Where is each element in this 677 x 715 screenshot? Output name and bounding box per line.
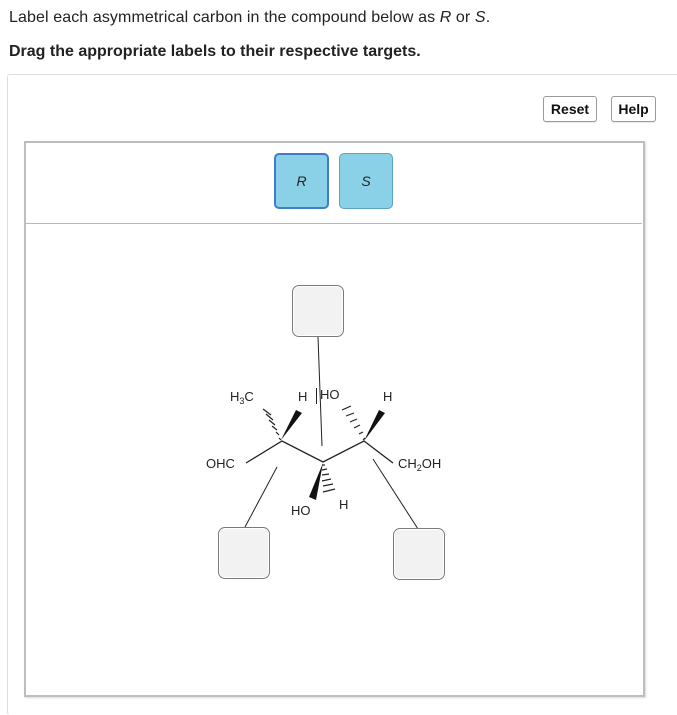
leader-line-left [245, 467, 277, 527]
question-prefix: Label each asymmetrical carbon in the compound below as [9, 9, 440, 26]
help-button[interactable]: Help [611, 96, 656, 122]
label-h3c: $H_3C$ [230, 389, 254, 406]
reset-button[interactable]: Reset [543, 96, 597, 122]
label-ch2oh: $CH_2OH$ [398, 456, 442, 473]
question-suffix: . [485, 9, 491, 26]
label-chip-r[interactable]: R [274, 153, 329, 209]
backbone-bond [246, 441, 393, 463]
hashed-bond-c2-h [322, 465, 335, 492]
wedge-bond-c1-h [281, 410, 302, 440]
drop-target-left[interactable] [218, 527, 270, 579]
label-h-lower: H [339, 497, 349, 512]
hashed-bond-c3-oh [342, 406, 365, 440]
drop-target-top[interactable] [292, 285, 344, 337]
label-ho-upper: HO [316, 388, 340, 404]
label-ohc: OHC [206, 456, 235, 471]
label-chip-s[interactable]: S [339, 153, 393, 209]
question-s: S [474, 9, 486, 26]
label-h-upper-right: H [383, 389, 393, 404]
label-h-upper-left: H [298, 389, 308, 404]
hashed-bond-c1-ch3 [263, 409, 281, 440]
question-middle: or [451, 9, 475, 26]
wedge-bond-c2-oh [309, 463, 323, 500]
question-r: R [439, 9, 452, 26]
drop-target-right[interactable] [393, 528, 445, 580]
instruction-text: Drag the appropriate labels to their respective targets. [9, 43, 421, 60]
label-ho-lower: HO [291, 503, 311, 518]
wedge-bond-c3-h [364, 410, 385, 441]
